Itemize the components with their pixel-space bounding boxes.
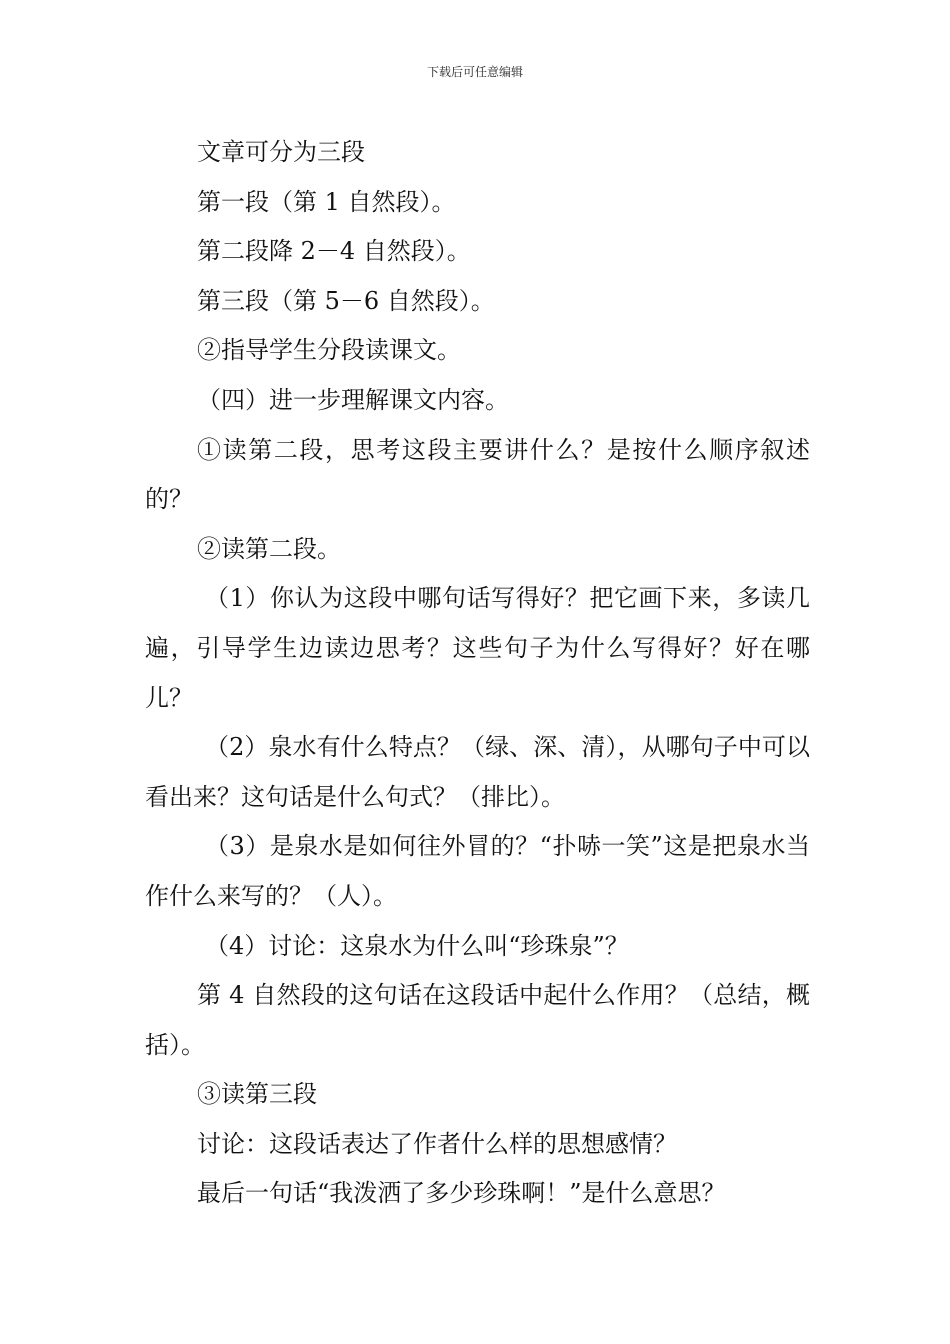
paragraph-read-third: ③读第三段 (197, 1080, 317, 1109)
paragraph-section-three: 第三段（第 5－6 自然段）。 (197, 286, 495, 315)
document-body (145, 128, 810, 1219)
paragraph-last-sentence: 最后一句话“我泼洒了多少珍珠啊！”是什么意思？ (197, 1179, 726, 1208)
paragraph-question-3: （3）是泉水是如何往外冒的？“扑哧一笑”这是把泉水当作什么来写的？（人）。 (145, 832, 810, 910)
paragraph-discussion: 讨论：这段话表达了作者什么样的思想感情？ (197, 1129, 677, 1158)
page-header: 下载后可任意编辑 (426, 65, 523, 79)
paragraph-step-four: （四）进一步理解课文内容。 (197, 385, 509, 414)
paragraph-question-1: （1）你认为这段中哪句话写得好？把它画下来，多读几遍，引导学生边读边思考？这些句子为什么写得好？好在哪儿？ (145, 584, 810, 712)
paragraph-section-one: 第一段（第 1 自然段）。 (197, 187, 456, 216)
paragraph-guide-reading: ②指导学生分段读课文。 (197, 336, 461, 365)
paragraph-fourth-sentence-role: 第 4 自然段的这句话在这段话中起什么作用？（总结，概括）。 (145, 981, 810, 1059)
paragraph-section-two: 第二段降 2－4 自然段）。 (197, 237, 471, 266)
paragraph-sections-intro: 文章可分为三段 (197, 138, 365, 166)
paragraph-read-second: ②读第二段。 (197, 534, 341, 563)
paragraph-read-second-think: ①读第二段，思考这段主要讲什么？是按什么顺序叙述的？ (145, 435, 810, 514)
paragraph-question-2: （2）泉水有什么特点？（绿、深、清），从哪句子中可以看出来？这句话是什么句式？（排比）。 (145, 733, 810, 811)
paragraph-question-4: （4）讨论：这泉水为什么叫“珍珠泉”？ (205, 931, 629, 960)
